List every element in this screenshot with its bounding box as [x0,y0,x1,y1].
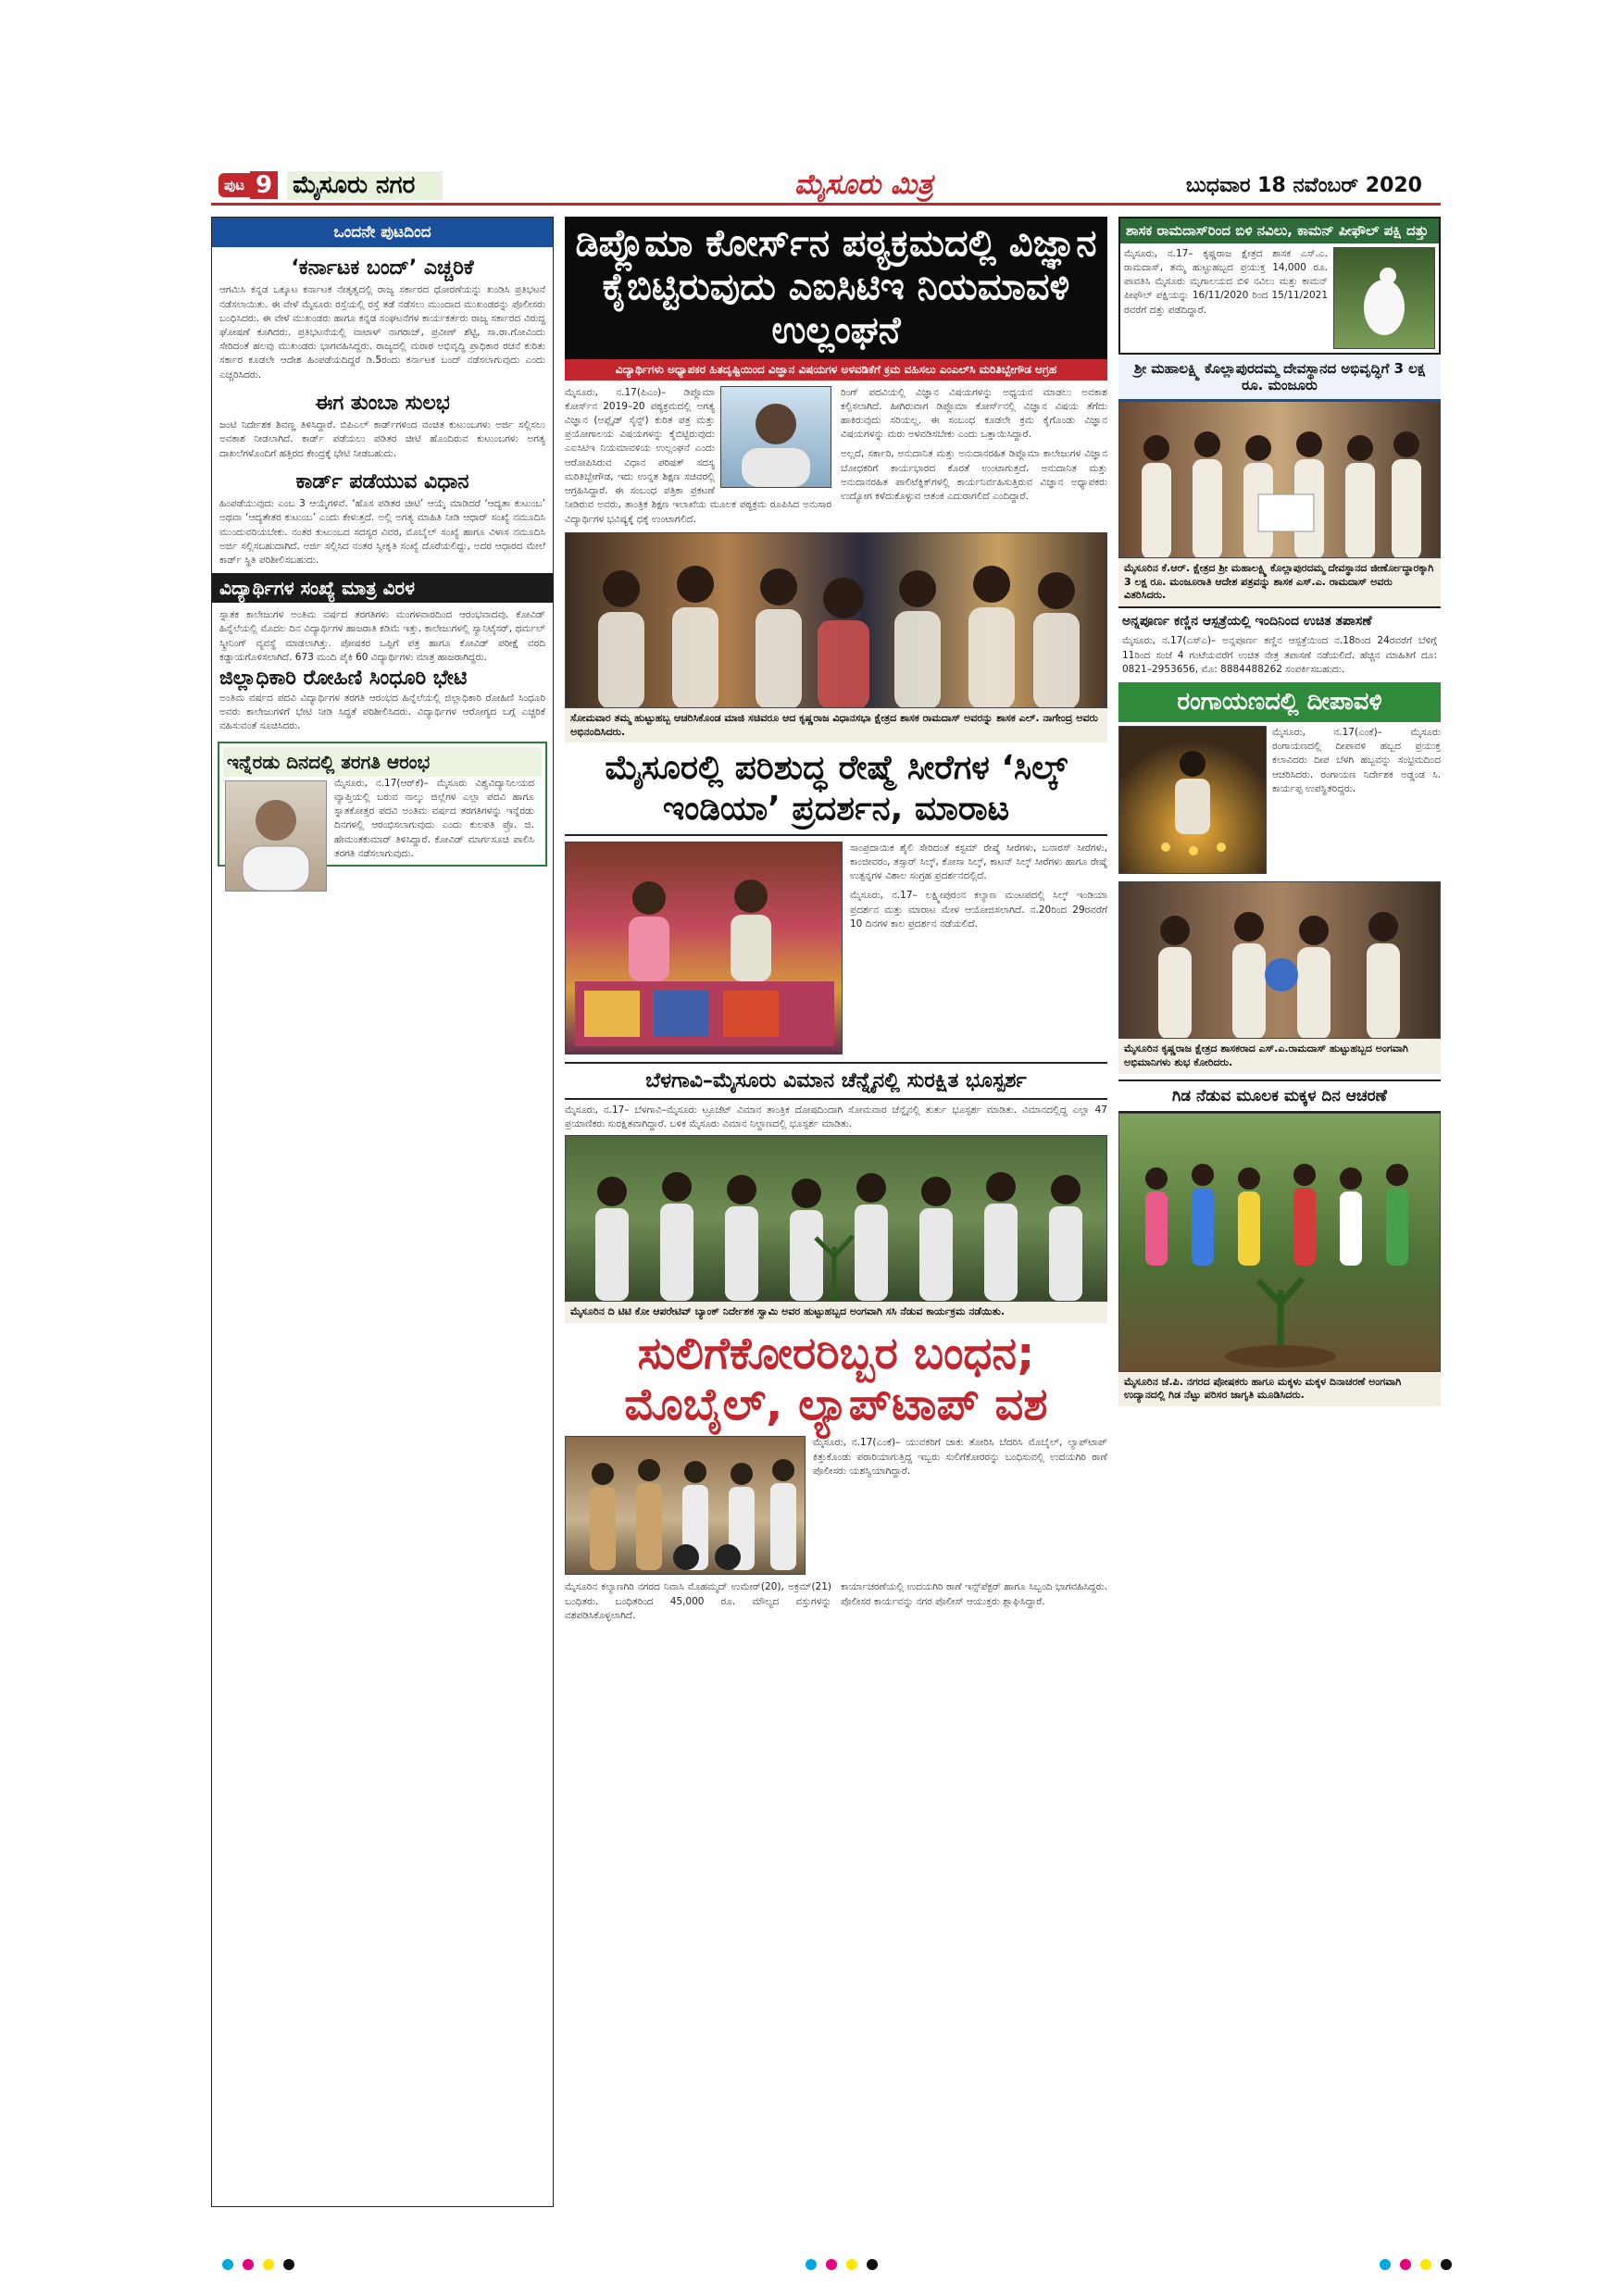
deepavali-headline: ರಂಗಾಯಣದಲ್ಲಿ ದೀಪಾವಳಿ [1118,682,1441,722]
story-body: ಸಾಂಪ್ರದಾಯಿಕ ಶೈಲಿ ಸೇರಿದಂತೆ ಕಸ್ಟಮ್ ರೇಷ್ಮೆ ಸೀರೆಗಳು, ಬನಾರಸ್ ಸೀರೆಗಳು, ಕಾಂಜೀವರಂ, ತಸ್ಸಾರ್ ಸಿಲ್ಕ್, ಕೋಸಾ ಸಿಲ್ಕ್, ಕಾಟನ್ ಸಿಲ್ಕ್ ಸೀರೆಗಳು ಹಾಗೂ ರೇಷ್ಮೆ ಉತ್ಪನ್ನಗಳ ವಿಶಾಲ ಸಂಗ್ರಹ ಪ್ರದರ್ಶನದಲ್ಲಿದೆ. [850,842,1107,882]
lead-headline: ಡಿಪ್ಲೊಮಾ ಕೋರ್ಸ್‌ನ ಪಠ್ಯಕ್ರಮದಲ್ಲಿ ವಿಜ್ಞಾನ ಕೈಬಿಟ್ಟಿರುವುದು ಎಐಸಿಟಿಇ ನಿಯಮಾವಳಿ ಉಲ್ಲಂಘನೆ [565,217,1107,359]
group-photo-icon [1119,882,1441,1039]
story-body: ಹಿಂಪಡೆಯುವುದು ಎಂಬ 3 ಆಯ್ಕೆಗಳಿವೆ. ‘ಹೊಸ ಪಡಿತರ ಚೀಟಿ’ ಆಯ್ಕೆ ಮಾಡಿದರೆ ‘ಆದ್ಯತಾ ಕುಟುಂಬ’ ಅಥವಾ ‘ಆದ್ಯತೇತರ ಕುಟುಂಬ’ ಎಂದು ಕೇಳುತ್ತದೆ. ಅಲ್ಲಿ ಅಗತ್ಯ ಮಾಹಿತಿ ನೀಡಿ ಆಧಾರ್ ಸಂಖ್ಯೆ ನಮೂದಿಸಿ ಮುಂದುವರಿಯಬೇಕು. ನಂತರ ಕುಟುಂಬದ ಸದಸ್ಯರ ವಿವರ, ಮೊಬೈಲ್ ಸಂಖ್ಯೆ ಹಾಗೂ ವಿಳಾಸ ನಮೂದಿಸಿ ಅರ್ಜಿ ಸಲ್ಲಿಸಬಹುದಾಗಿದೆ. ಅರ್ಜಿ ಸಲ್ಲಿಸಿದ ನಂತರ ಸ್ವೀಕೃತಿ ಸಂಖ್ಯೆ ದೊರೆಯಲಿದ್ದು, ಅದರ ಆಧಾರದ ಮೇಲೆ ಕಾರ್ಡ್ ಸ್ಥಿತಿ ಪರಿಶೀಲಿಸಬಹುದು. [219,498,545,566]
newspaper-logo: ಮೈಸೂರು ಮಿತ್ರ [794,168,933,201]
registration-marks-right [1380,2259,1452,2270]
saree-display-icon [566,842,843,1054]
story-body: ಮೈಸೂರು, ನ.17(ಎಂಕೆ)– ಯುವಕರಿಗೆ ಚಾಕು ತೋರಿಸಿ ಬೆದರಿಸಿ ಮೊಬೈಲ್, ಲ್ಯಾಪ್‌ಟಾಪ್ ಕಿತ್ತುಕೊಂಡು ಪರಾರಿಯಾಗುತ್ತಿದ್ದ ಇಬ್ಬರು ಸುಲಿಗೆಕೋರರನ್ನು ಬಂಧಿಸುವಲ್ಲಿ ಉದಯಗಿರಿ ಠಾಣೆ ಪೊಲೀಸರು ಯಶಸ್ವಿಯಾಗಿದ್ದಾರೆ. [813,1437,1107,1477]
garland-felicitation-photo [1118,881,1441,1039]
black-dot [1441,2259,1452,2270]
story-headline: ‘ಕರ್ನಾಟಕ ಬಂದ್’ ಎಚ್ಚರಿಕೆ [291,256,474,280]
photo-caption: ಸೋಮವಾರ ತಮ್ಮ ಹುಟ್ಟುಹಬ್ಬ ಆಚರಿಸಿಕೊಂಡ ಮಾಜಿ ಸಚಿವರೂ ಆದ ಕೃಷ್ಣರಾಜ ವಿಧಾನಸಭಾ ಕ್ಷೇತ್ರದ ಶಾಸಕ ರಾಮದಾಸ್ ಅವರನ್ನು ಶಾಸಕ ಎಲ್. ನಾಗೇಂದ್ರ ಅವರು ಅಭಿನಂದಿಸಿದರು. [565,708,1107,743]
page-number: 9 [250,171,278,199]
children-planting-photo [1118,1113,1441,1372]
photo-caption: ಮೈಸೂರಿನ ಕೃಷ್ಣರಾಜ ಕ್ಷೇತ್ರದ ಶಾಸಕರಾದ ಎಸ್.ಎ.ರಾಮದಾಸ್ ಹುಟ್ಟುಹಬ್ಬದ ಅಂಗವಾಗಿ ಅಭಿಮಾನಿಗಳು ಶುಭ ಕೋರಿದರು. [1118,1039,1441,1074]
white-peacock-photo [1333,247,1435,349]
right-column [1118,217,1441,1406]
edition-date: ಬುಧವಾರ 18 ನವೆಂಬರ್ 2020 [1185,174,1422,197]
silk-headline: ಮೈಸೂರಲ್ಲಿ ಪರಿಶುದ್ಧ ರೇಷ್ಮೆ ಸೀರೆಗಳ ‘ಸಿಲ್ಕ್ ಇಂಡಿಯಾ’ ಪ್ರದರ್ಶನ, ಮಾರಾಟ [565,742,1107,835]
story-headline: ಜಿಲ್ಲಾಧಿಕಾರಿ ರೋಹಿಣಿ ಸಿಂಧೂರಿ ಭೇಟಿ [219,667,468,691]
peacock-icon [1334,248,1434,348]
story-body: ಮೈಸೂರು, ನ.17(ಎಂಕೆ)– ಮೈಸೂರು ರಂಗಾಯಣದಲ್ಲಿ ದೀಪಾವಳಿ ಹಬ್ಬದ ಪ್ರಯುಕ್ತ ಕಲಾವಿದರು ದೀಪ ಬೆಳಗಿ ಹಬ್ಬವನ್ನು ಸಂಭ್ರಮದಿಂದ ಆಚರಿಸಿದರು. ರಂಗಾಯಣ ನಿರ್ದೇಶಕ ಅಡ್ಡಂಡ ಸಿ. ಕಾರ್ಯಪ್ಪ ಉಪಸ್ಥಿತರಿದ್ದರು. [1272,726,1441,794]
magenta-dot [826,2259,837,2270]
vice-chancellor-photo [225,780,327,892]
cyan-dot [1380,2259,1391,2270]
story-body: ಆಗಮಿಸಿ ಕನ್ನಡ ಒಕ್ಕೂಟ ಕರ್ನಾಟಕ ನೇತೃತ್ವದಲ್ಲಿ ರಾಜ್ಯ ಸರ್ಕಾರದ ಧೋರಣೆಯನ್ನು ಖಂಡಿಸಿ ಪ್ರತಿಭಟನೆ ನಡೆಸಲಾಯಿತು. ಈ ವೇಳೆ ಮೈಸೂರು ರಸ್ತೆಯಲ್ಲಿ ರಸ್ತೆ ತಡೆ ನಡೆಸಲು ಮುಂದಾದ ಮುಖಂಡರನ್ನು ಪೊಲೀಸರು ಬಂಧಿಸಿದರು. ಈ ವೇಳೆ ಮುಖಂಡರು ಹಾಗೂ ಕನ್ನಡ ಸಂಘಟನೆಗಳ ಕಾರ್ಯಕರ್ತರು ರಾಜ್ಯ ಸರ್ಕಾರದ ವಿರುದ್ಧ ಘೋಷಣೆ ಕೂಗಿದರು. ಪ್ರತಿಭಟನೆಯಲ್ಲಿ ವಾಟಾಳ್ ನಾಗರಾಜ್, ಪ್ರವೀಣ್ ಶೆಟ್ಟಿ, ಸಾ.ರಾ.ಗೋವಿಂದು ಸೇರಿದಂತೆ ಹಲವು ಮುಖಂಡರು ಭಾಗವಹಿಸಿದ್ದರು. ರಾಜ್ಯದಲ್ಲಿ ಮರಾಠ ಅಭಿವೃದ್ಧಿ ಪ್ರಾಧಿಕಾರ ರಚನೆ ಕುರಿತು ಸರ್ಕಾರ ಕೂಡಲೇ ಆದೇಶ ಹಿಂಪಡೆಯದಿದ್ದರೆ ಡಿ.5ರಂದು ಕರ್ನಾಟಕ ಬಂದ್ ನಡೆಸಲಾಗುವುದು ಎಂದು ಎಚ್ಚರಿಸಿದರು. [219,284,545,381]
arrest-story [565,1436,1107,1575]
yellow-dot [1420,2259,1431,2270]
person-silhouette-icon [226,781,326,891]
children-group-icon [1119,1114,1441,1372]
registration-marks-left [222,2259,294,2270]
police-group-icon [566,1437,806,1575]
section-title: ಮೈಸೂರು ನಗರ [287,171,443,200]
photo-caption: ಮೈಸೂರಿನ ದಿ ಟಿಟಿ ಕೋ ಆಪರೇಟಿವ್ ಬ್ಯಾಂಕ್ ನಿರ್ದೇಶಕ ಸ್ವಾಮಿ ಅವರ ಹುಟ್ಟುಹಬ್ಬದ ಅಂಗವಾಗಿ ಸಸಿ ನೆಡುವ ಕಾರ್ಯಕ್ರಮ ನಡೆಯಿತು. [565,1302,1107,1323]
group-photo-icon [1119,402,1441,558]
box-headline: ಇನ್ನೆರಡು ದಿನದಲ್ಲಿ ತರಗತಿ ಆರಂಭ [223,747,542,777]
story-body: ಮೈಸೂರು, ನ.17– ಬೆಳಗಾವಿ–ಮೈಸೂರು ಟ್ರೂಜೆಟ್ ವಿಮಾನ ತಾಂತ್ರಿಕ ದೋಷದಿಂದಾಗಿ ಸೋಮವಾರ ಚೆನ್ನೈನಲ್ಲಿ ತುರ್ತು ಭೂಸ್ಪರ್ಶ ಮಾಡಿತು. ವಿಮಾನದಲ್ಲಿದ್ದ ಎಲ್ಲಾ 47 ಪ್ರಯಾಣಿಕರು ಸುರಕ್ಷಿತವಾಗಿದ್ದಾರೆ. ಬಳಿಕ ಮೈಸೂರು ವಿಮಾನ ನಿಲ್ದಾಣದಲ್ಲಿ ಭೂಸ್ಪರ್ಶ ಮಾಡಿತು. [565,1104,1107,1130]
story-body: ಸ್ನಾತಕ ಕಾಲೇಜುಗಳ ಅಂತಿಮ ವರ್ಷದ ತರಗತಿಗಳು ಮಂಗಳವಾರದಿಂದ ಆರಂಭವಾದವು. ಕೋವಿಡ್ ಹಿನ್ನೆಲೆಯಲ್ಲಿ ಮೊದಲ ದಿನ ವಿದ್ಯಾರ್ಥಿಗಳ ಹಾಜರಾತಿ ಕಡಿಮೆ ಇತ್ತು. ಕಾಲೇಜುಗಳಲ್ಲಿ ಸ್ಯಾನಿಟೈಸರ್, ಥರ್ಮಲ್ ಸ್ಕ್ರೀನಿಂಗ್ ವ್ಯವಸ್ಥೆ ಮಾಡಲಾಗಿತ್ತು. ಪೋಷಕರ ಒಪ್ಪಿಗೆ ಪತ್ರ ಹಾಗೂ ಕೋವಿಡ್ ಪರೀಕ್ಷೆ ವರದಿ ಕಡ್ಡಾಯಗೊಳಿಸಲಾಗಿದೆ. 673 ಮಂದಿ ಪೈಕಿ 60 ವಿದ್ಯಾರ್ಥಿಗಳು ಮಾತ್ರ ಹಾಜರಾಗಿದ್ದರು. [219,609,545,663]
silk-expo-photo [565,842,843,1054]
tree-planting-photo [565,1135,1107,1302]
black-dot [283,2259,294,2270]
group-photo-icon [566,1136,1107,1302]
story-body: ಅಂತಿಮ ವರ್ಷದ ಪದವಿ ವಿದ್ಯಾರ್ಥಿಗಳ ತರಗತಿ ಆರಂಭದ ಹಿನ್ನೆಲೆಯಲ್ಲಿ ಜಿಲ್ಲಾಧಿಕಾರಿ ರೋಹಿಣಿ ಸಿಂಧೂರಿ ಅವರು ಕಾಲೇಜುಗಳಿಗೆ ಭೇಟಿ ನೀಡಿ ಸಿದ್ಧತೆ ಪರಿಶೀಲಿಸಿದರು. ವಿದ್ಯಾರ್ಥಿಗಳ ಆರೋಗ್ಯದ ಬಗ್ಗೆ ಎಚ್ಚರಿಕೆ ವಹಿಸುವಂತೆ ಸೂಚಿಸಿದರು. [219,693,545,732]
story-headline: ಈಗ ತುಂಬಾ ಸುಲಭ [315,391,450,415]
story-body: ಜಂಟಿ ನಿರ್ದೇಶಕ ಶಿವಣ್ಣ ತಿಳಿಸಿದ್ದಾರೆ. ಬಿಪಿಎಲ್ ಕಾರ್ಡ್‌ಗಳಿಂದ ವಂಚಿತ ಕುಟುಂಬಗಳು ಅರ್ಜಿ ಸಲ್ಲಿಸಲು ಅವಕಾಶ ನೀಡಲಾಗಿದೆ. ಕಾರ್ಡ್ ಪಡೆಯಲು ಪಡಿತರ ಚೀಟಿ ಹೊಂದಿರುವ ಕುಟುಂಬಗಳು ಅಗತ್ಯ ದಾಖಲೆಗಳೊಂದಿಗೆ ಹತ್ತಿರದ ಕೇಂದ್ರಕ್ಕೆ ಭೇಟಿ ನೀಡಬಹುದು. [219,419,545,459]
masthead [211,165,1441,206]
page-label: ಪುಟ [219,173,250,197]
airport-headline: ಬೆಳಗಾವಿ–ಮೈಸೂರು ವಿಮಾನ ಚೆನ್ನೈನಲ್ಲಿ ಸುರಕ್ಷಿತ ಭೂಸ್ಪರ್ಶ [565,1062,1107,1100]
black-dot [867,2259,878,2270]
person-silhouette-icon [721,387,831,487]
story-body: ಮೈಸೂರಿನ ಕಲ್ಯಾಣಗಿರಿ ನಗರದ ನಿವಾಸಿ ಮೊಹಮ್ಮದ್ ಉಮೇರ್(20), ಅಕ್ರಮ್(21) ಬಂಧಿತರು. ಬಂಧಿತರಿಂದ 45,000 ರೂ. ಮೌಲ್ಯದ ವಸ್ತುಗಳನ್ನು ವಶಪಡಿಸಿಕೊಳ್ಳಲಾಗಿದೆ. [565,1581,831,1621]
story-body: ಮೈಸೂರು, ನ.17(ಪಿಎಂ)– ಡಿಪ್ಲೊಮಾ ಕೋರ್ಸ್‌ನ 2019–20 ಪಠ್ಯಕ್ರಮದಲ್ಲಿ ಅಗತ್ಯ ವಿಜ್ಞಾನ (ಅಪ್ಲೈಡ್ ಸೈನ್ಸ್) ಕುರಿತ ಪತ್ರ ಮತ್ತು ಪ್ರಯೋಗಾಲಯ ವಿಷಯಗಳನ್ನು ಕೈಬಿಟ್ಟಿರುವುದು ಎಐಸಿಟಿಇ ನಿಯಮಾವಳಿಯ ಉಲ್ಲಂಘನೆ ಎಂದು ಆರೋಪಿಸಿರುವ ವಿಧಾನ ಪರಿಷತ್ ಸದಸ್ಯ ಮರಿತಿಬ್ಬೇಗೌಡ, ಇದು ಉನ್ನತ ಶಿಕ್ಷಣ ಸಚಿವರಲ್ಲಿ ಆಗ್ರಹಿಸಿದ್ದಾರೆ. ಈ ಸಂಬಂಧ ಪತ್ರಿಕಾ ಪ್ರಕಟಣೆ ನೀಡಿರುವ ಅವರು, ತಾಂತ್ರಿಕ ಶಿಕ್ಷಣ ಇಲಾಖೆಯ ಮೂಲಕ ಪಠ್ಯಕ್ರಮ ರೂಪಿಸಿದ ಅನುಸಾರ ವಿದ್ಯಾರ್ಥಿಗಳ ಭವಿಷ್ಯಕ್ಕೆ ಧಕ್ಕೆ ಉಂಟಾಗಲಿದೆ. [565,386,831,525]
birthday-greeting-photo [565,532,1107,708]
magenta-dot [1400,2259,1411,2270]
story-headline: ವಿದ್ಯಾರ್ಥಿಗಳ ಸಂಖ್ಯೆ ಮಾತ್ರ ವಿರಳ [212,573,553,603]
photo-caption: ಮೈಸೂರಿನ ಜೆ.ಪಿ. ನಗರದ ಪೋಷಕರು ಹಾಗೂ ಮಕ್ಕಳು ಮಕ್ಕಳ ದಿನಾಚರಣೆ ಅಂಗವಾಗಿ ಉದ್ಯಾನದಲ್ಲಿ ಗಿಡ ನೆಟ್ಟು ಪರಿಸರ ಜಾಗೃತಿ ಮೂಡಿಸಿದರು. [1118,1372,1441,1407]
registration-marks-center [806,2259,878,2270]
page-number-block [219,170,443,200]
arrest-headline: ಸುಲಿಗೆಕೋರರಿಬ್ಬರ ಬಂಧನ; ಮೊಬೈಲ್, ಲ್ಯಾಪ್‌ಟಾಪ್ ವಶ [624,1328,1048,1431]
oil-lamp-icon [1119,727,1266,873]
yellow-dot [263,2259,274,2270]
newspaper-page [211,165,1441,2211]
story-body: ರಿಂಗ್ ಪದವಿಯಲ್ಲಿ ವಿಜ್ಞಾನ ವಿಷಯಗಳನ್ನು ಅಧ್ಯಯನ ಮಾಡಲು ಅವಕಾಶ ಕಲ್ಪಿಸಲಾಗಿದೆ. ಹೀಗಿರುವಾಗ ಡಿಪ್ಲೊಮಾ ಕೋರ್ಸ್‌ನಲ್ಲಿ ವಿಜ್ಞಾನ ವಿಷಯ ತೆಗೆದು ಹಾಕಿರುವುದು ಸರಿಯಲ್ಲ. ಈ ಸಂಬಂಧ ಕೂಡಲೇ ಕ್ರಮ ಕೈಗೊಂಡು ವಿಜ್ಞಾನ ವಿಷಯಗಳನ್ನು ಮರು ಅಳವಡಿಸಬೇಕು ಎಂದು ಒತ್ತಾಯಿಸಿದ್ದಾರೆ. [841,386,1107,441]
yellow-dot [846,2259,857,2270]
left-column [211,217,554,2207]
story-body: ಮೈಸೂರು, ನ.17– ಕೃಷ್ಣರಾಜ ಕ್ಷೇತ್ರದ ಶಾಸಕ ಎಸ್.ಎ. ರಾಮದಾಸ್, ತಮ್ಮ ಹುಟ್ಟುಹಬ್ಬದ ಪ್ರಯುಕ್ತ 14,000 ರೂ. ಪಾವತಿಸಿ ಮೈಸೂರು ಮೃಗಾಲಯದ ಬಿಳಿ ನವಿಲು ಮತ್ತು ಕಾಮನ್ ಪೀಫೌಲ್ ಪಕ್ಷಿಯನ್ನು 16/11/2020 ರಿಂದ 15/11/2021 ರವರೆಗೆ ದತ್ತು ಪಡೆದಿದ್ದಾರೆ. [1124,247,1328,316]
mlc-portrait [720,386,831,488]
childrens-day-headline: ಗಿಡ ನೆಡುವ ಮೂಲಕ ಮಕ್ಕಳ ದಿನ ಆಚರಣೆ [1118,1079,1441,1113]
continued-tag: ಒಂದನೇ ಪುಟದಿಂದ [212,218,553,247]
police-arrest-photo [565,1436,806,1575]
class-start-box [218,742,547,867]
cyan-dot [222,2259,233,2270]
silk-story [565,836,1107,1054]
lamp-lighting-photo [1118,726,1267,874]
lead-story-body [565,381,1107,532]
arrest-story-continued [565,1575,1107,1628]
group-photo-icon [566,533,1107,708]
story-body: ಅಲ್ಲದೆ, ಸರ್ಕಾರಿ, ಅನುದಾನಿತ ಮತ್ತು ಅನುದಾನರಹಿತ ಡಿಪ್ಲೊಮಾ ಕಾಲೇಜುಗಳ ವಿಜ್ಞಾನ ಬೋಧಕರಿಗೆ ಕಾರ್ಯಭಾರದ ಕೊರತೆ ಉಂಟಾಗುತ್ತದೆ. ಅನುದಾನಿತ ಮತ್ತು ಅನುದಾನರಹಿತ ಪಾಲಿಟೆಕ್ನಿಕ್‌ಗಳಲ್ಲಿ ಕಾರ್ಯನಿರ್ವಹಿಸುತ್ತಿರುವ ವಿಜ್ಞಾನ ಅಧ್ಯಾಪಕರು ಉದ್ಯೋಗ ಕಳೆದುಕೊಳ್ಳುವ ಆತಂಕ ಎದುರಾಗಲಿದೆ ಎಂದಿದ್ದಾರೆ. [841,448,1107,503]
story-body: ಮೈಸೂರು, ನ.17– ಲಕ್ಷ್ಮೀಪುರಂನ ಕಲ್ಯಾಣ ಮಂಟಪದಲ್ಲಿ ಸಿಲ್ಕ್ ಇಂಡಿಯಾ ಪ್ರದರ್ಶನ ಮತ್ತು ಮಾರಾಟ ಮೇಳ ಆಯೋಜಿಸಲಾಗಿದೆ. ನ.20ರಿಂದ 29ರವರೆಗೆ 10 ದಿನಗಳ ಕಾಲ ಪ್ರದರ್ಶನ ನಡೆಯಲಿದೆ. [850,890,1107,930]
lead-subheadline: ವಿದ್ಯಾರ್ಥಿಗಳು ಅಧ್ಯಾಪಕರ ಹಿತದೃಷ್ಟಿಯಿಂದ ವಿಜ್ಞಾನ ವಿಷಯಗಳ ಅಳವಡಿಕೆಗೆ ಕ್ರಮ ವಹಿಸಲು ಎಂಎಲ್‌ಸಿ ಮರಿತಿಬ್ಬೇಗೌಡ ಆಗ್ರಹ [565,359,1107,381]
temple-cheque-photo [1118,401,1441,558]
story-body: ಕಾರ್ಯಾಚರಣೆಯಲ್ಲಿ ಉದಯಗಿರಿ ಠಾಣೆ ಇನ್ಸ್‌ಪೆಕ್ಟರ್ ಹಾಗೂ ಸಿಬ್ಬಂದಿ ಭಾಗವಹಿಸಿದ್ದರು. ಪೊಲೀಸರ ಕಾರ್ಯವನ್ನು ನಗರ ಪೊಲೀಸ್ ಆಯುಕ್ತರು ಶ್ಲಾಘಿಸಿದ್ದಾರೆ. [841,1581,1107,1607]
cyan-dot [806,2259,817,2270]
magenta-dot [243,2259,254,2270]
main-column [565,217,1107,1628]
story-body: ಮೈಸೂರು, ನ.17(ಎಸ್‌ಎ)– ಅನ್ನಪೂರ್ಣ ಕಣ್ಣಿನ ಆಸ್ಪತ್ರೆಯಿಂದ ನ.18ರಿಂದ 24ರವರೆಗೆ ಬೆಳಿಗ್ಗೆ 11ರಿಂದ ಸಂಜೆ 4 ಗಂಟೆಯವರೆಗೆ ಉಚಿತ ನೇತ್ರ ತಪಾಸಣೆ ನಡೆಯಲಿದೆ. ಹೆಚ್ಚಿನ ಮಾಹಿತಿಗೆ ದೂ: 0821–2953656, ಮೊ: 8884488262 ಸಂಪರ್ಕಿಸಬಹುದು. [1122,635,1437,675]
story-headline: ಕಾರ್ಡ್ ಪಡೆಯುವ ವಿಧಾನ [295,469,469,493]
box-body: ಮೈಸೂರು, ನ.17(ಆರ್‌ಕೆ)– ಮೈಸೂರು ವಿಶ್ವವಿದ್ಯಾನಿಲಯದ ವ್ಯಾಪ್ತಿಯಲ್ಲಿ ಬರುವ ನಾಲ್ಕು ಜಿಲ್ಲೆಗಳ ಎಲ್ಲಾ ಪದವಿ ಹಾಗೂ ಸ್ನಾತಕೋತ್ತರ ಪದವಿ ಅಂತಿಮ ವರ್ಷದ ತರಗತಿಗಳನ್ನು ಇನ್ನೆರಡು ದಿನಗಳಲ್ಲಿ ಆರಂಭಿಸಲಾಗುವುದು ಎಂದು ಕುಲಪತಿ ಪ್ರೊ. ಜಿ. ಹೇಮಂತಕುಮಾರ್ ತಿಳಿಸಿದ್ದಾರೆ. ಕೋವಿಡ್ ಮಾರ್ಗಸೂಚಿ ಪಾಲಿಸಿ ತರಗತಿ ನಡೆಸಲಾಗುವುದು. [334,777,534,859]
box-headline: ಶಾಸಕ ರಾಮದಾಸ್‌ರಿಂದ ಬಿಳಿ ನವಿಲು, ಕಾಮನ್ ಪೀಫೌಲ್ ಪಕ್ಷಿ ದತ್ತು [1120,218,1439,243]
mla-peacock-box [1118,217,1441,355]
eye-checkup-headline: ಅನ್ನಪೂರ್ಣ ಕಣ್ಣಿನ ಆಸ್ಪತ್ರೆಯಲ್ಲಿ ಇಂದಿನಿಂದ ಉಚಿತ ತಪಾಸಣೆ [1118,606,1441,634]
photo-caption: ಮೈಸೂರಿನ ಕೆ.ಆರ್. ಕ್ಷೇತ್ರದ ಶ್ರೀ ಮಹಾಲಕ್ಷ್ಮಿ ಕೊಲ್ಲಾಪುರದಮ್ಮ ದೇವಸ್ಥಾನದ ಜೀರ್ಣೋದ್ಧಾರಕ್ಕಾಗಿ 3 ಲಕ್ಷ ರೂ. ಮಂಜೂರಾತಿ ಆದೇಶ ಪತ್ರವನ್ನು ಶಾಸಕ ಎಸ್.ಎ. ರಾಮದಾಸ್ ಅವರು ವಿತರಿಸಿದರು. [1118,558,1441,607]
temple-headline: ಶ್ರೀ ಮಹಾಲಕ್ಷ್ಮಿ ಕೊಲ್ಲಾಪುರದಮ್ಮ ದೇವಸ್ಥಾನದ ಅಭಿವೃದ್ಧಿಗೆ 3 ಲಕ್ಷ ರೂ. ಮಂಜೂರು [1118,355,1441,401]
